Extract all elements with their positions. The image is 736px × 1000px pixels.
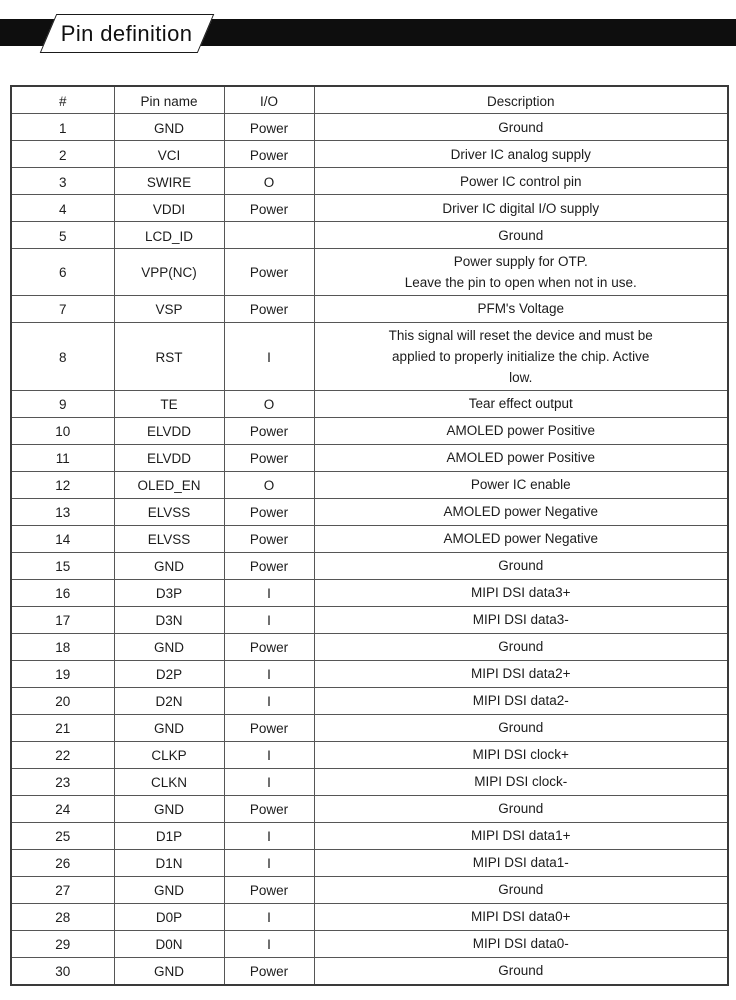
table-row [11,295,728,322]
pin-description-cell: Ground [314,876,728,903]
table-row [11,687,728,714]
pin-io-cell: I [224,930,314,957]
table-row [11,822,728,849]
table-row [11,660,728,687]
table-row [11,195,728,222]
pin-description-cell: Ground [314,957,728,985]
pin-number-cell: 15 [11,552,114,579]
pin-number-cell: 14 [11,525,114,552]
pin-table-body [11,114,728,985]
pin-io-cell [224,222,314,249]
pin-io-cell: I [224,322,314,390]
pin-number-cell: 1 [11,114,114,141]
pin-description-cell: MIPI DSI data0+ [314,903,728,930]
pin-name-cell: VSP [114,295,224,322]
table-row [11,114,728,141]
pin-io-cell: I [224,660,314,687]
pin-description-cell: MIPI DSI clock- [314,768,728,795]
table-row [11,390,728,417]
pin-description-cell: Ground [314,222,728,249]
table-row [11,525,728,552]
pin-name-cell: D0N [114,930,224,957]
pin-number-cell: 3 [11,168,114,195]
table-row [11,168,728,195]
pin-name-cell: GND [114,957,224,985]
pin-name-cell: GND [114,795,224,822]
pin-name-cell: D1P [114,822,224,849]
pin-definition-table [10,85,729,986]
pin-description-cell: AMOLED power Positive [314,444,728,471]
pin-description-cell: Ground [314,714,728,741]
pin-description-cell: Ground [314,795,728,822]
table-row [11,498,728,525]
pin-number-cell: 27 [11,876,114,903]
pin-io-cell: Power [224,957,314,985]
pin-number-cell: 12 [11,471,114,498]
table-row [11,876,728,903]
pin-description-cell: Power IC enable [314,471,728,498]
pin-io-cell: Power [224,417,314,444]
pin-io-cell: I [224,849,314,876]
pin-io-cell: Power [224,498,314,525]
pin-number-cell: 29 [11,930,114,957]
pin-number-cell: 7 [11,295,114,322]
table-row [11,249,728,296]
pin-name-cell: ELVSS [114,525,224,552]
pin-number-cell: 11 [11,444,114,471]
pin-number-cell: 26 [11,849,114,876]
pin-io-cell: O [224,168,314,195]
pin-number-cell: 2 [11,141,114,168]
section-title: Pin definition [61,20,193,46]
header-number: # [11,86,114,114]
pin-io-cell: I [224,687,314,714]
pin-io-cell: I [224,822,314,849]
pin-name-cell: TE [114,390,224,417]
pin-number-cell: 24 [11,795,114,822]
pin-description-cell: MIPI DSI data0- [314,930,728,957]
pin-number-cell: 18 [11,633,114,660]
pin-description-cell: MIPI DSI data3- [314,606,728,633]
table-row [11,417,728,444]
pin-name-cell: D3P [114,579,224,606]
table-row [11,903,728,930]
pin-io-cell: Power [224,525,314,552]
pin-description-cell: Driver IC digital I/O supply [314,195,728,222]
table-row [11,471,728,498]
pin-io-cell: Power [224,552,314,579]
pin-description-cell: Power supply for OTP. Leave the pin to open when not in use. [314,249,728,296]
pin-number-cell: 10 [11,417,114,444]
pin-name-cell: ELVDD [114,444,224,471]
table-row [11,741,728,768]
pin-io-cell: O [224,390,314,417]
table-row [11,141,728,168]
pin-description-cell: Ground [314,633,728,660]
pin-number-cell: 13 [11,498,114,525]
header-row [11,86,728,114]
pin-name-cell: ELVSS [114,498,224,525]
pin-name-cell: GND [114,633,224,660]
pin-number-cell: 23 [11,768,114,795]
pin-io-cell: Power [224,444,314,471]
pin-io-cell: Power [224,876,314,903]
pin-number-cell: 21 [11,714,114,741]
table-row [11,633,728,660]
pin-description-cell: Ground [314,552,728,579]
pin-number-cell: 5 [11,222,114,249]
pin-io-cell: Power [224,795,314,822]
pin-io-cell: Power [224,633,314,660]
pin-name-cell: VPP(NC) [114,249,224,296]
pin-name-cell: D3N [114,606,224,633]
table-row [11,714,728,741]
pin-name-cell: GND [114,714,224,741]
pin-io-cell: I [224,579,314,606]
pin-description-cell: MIPI DSI data2+ [314,660,728,687]
pin-name-cell: OLED_EN [114,471,224,498]
pin-name-cell: VCI [114,141,224,168]
table-row [11,222,728,249]
pin-name-cell: GND [114,876,224,903]
pin-number-cell: 22 [11,741,114,768]
pin-description-cell: MIPI DSI clock+ [314,741,728,768]
pin-number-cell: 25 [11,822,114,849]
pin-io-cell: Power [224,249,314,296]
pin-number-cell: 17 [11,606,114,633]
pin-description-cell: AMOLED power Negative [314,498,728,525]
header-description: Description [314,86,728,114]
pin-description-cell: This signal will reset the device and must be applied to properly initialize the chip. Active low. [314,322,728,390]
pin-io-cell: Power [224,114,314,141]
pin-number-cell: 6 [11,249,114,296]
pin-name-cell: VDDI [114,195,224,222]
pin-description-cell: Tear effect output [314,390,728,417]
table-row [11,957,728,985]
table-row [11,444,728,471]
pin-description-cell: MIPI DSI data1+ [314,822,728,849]
pin-io-cell: Power [224,195,314,222]
pin-number-cell: 20 [11,687,114,714]
pin-number-cell: 28 [11,903,114,930]
pin-number-cell: 16 [11,579,114,606]
pin-description-cell: MIPI DSI data1- [314,849,728,876]
table-row [11,322,728,390]
pin-name-cell: GND [114,114,224,141]
pin-name-cell: GND [114,552,224,579]
pin-description-cell: Ground [314,114,728,141]
table-row [11,579,728,606]
pin-io-cell: I [224,606,314,633]
pin-io-cell: I [224,741,314,768]
header-io: I/O [224,86,314,114]
pin-name-cell: LCD_ID [114,222,224,249]
pin-number-cell: 19 [11,660,114,687]
table-row [11,849,728,876]
pin-number-cell: 9 [11,390,114,417]
pin-name-cell: ELVDD [114,417,224,444]
pin-description-cell: Driver IC analog supply [314,141,728,168]
table-row [11,795,728,822]
section-title-tag [40,14,215,53]
pin-description-cell: MIPI DSI data3+ [314,579,728,606]
pin-description-cell: AMOLED power Negative [314,525,728,552]
pin-description-cell: MIPI DSI data2- [314,687,728,714]
pin-definition-table-wrap [10,85,727,986]
pin-description-cell: Power IC control pin [314,168,728,195]
pin-number-cell: 4 [11,195,114,222]
pin-io-cell: O [224,471,314,498]
pin-io-cell: I [224,903,314,930]
pin-name-cell: D2P [114,660,224,687]
table-row [11,606,728,633]
pin-name-cell: RST [114,322,224,390]
pin-io-cell: Power [224,295,314,322]
pin-name-cell: CLKN [114,768,224,795]
pin-name-cell: SWIRE [114,168,224,195]
table-row [11,768,728,795]
pin-description-cell: PFM's Voltage [314,295,728,322]
header-pin-name: Pin name [114,86,224,114]
table-row [11,552,728,579]
pin-name-cell: D2N [114,687,224,714]
pin-io-cell: Power [224,714,314,741]
pin-table-head [11,86,728,114]
pin-io-cell: I [224,768,314,795]
pin-name-cell: D0P [114,903,224,930]
pin-description-cell: AMOLED power Positive [314,417,728,444]
table-row [11,930,728,957]
pin-number-cell: 8 [11,322,114,390]
pin-number-cell: 30 [11,957,114,985]
pin-io-cell: Power [224,141,314,168]
pin-name-cell: CLKP [114,741,224,768]
pin-name-cell: D1N [114,849,224,876]
